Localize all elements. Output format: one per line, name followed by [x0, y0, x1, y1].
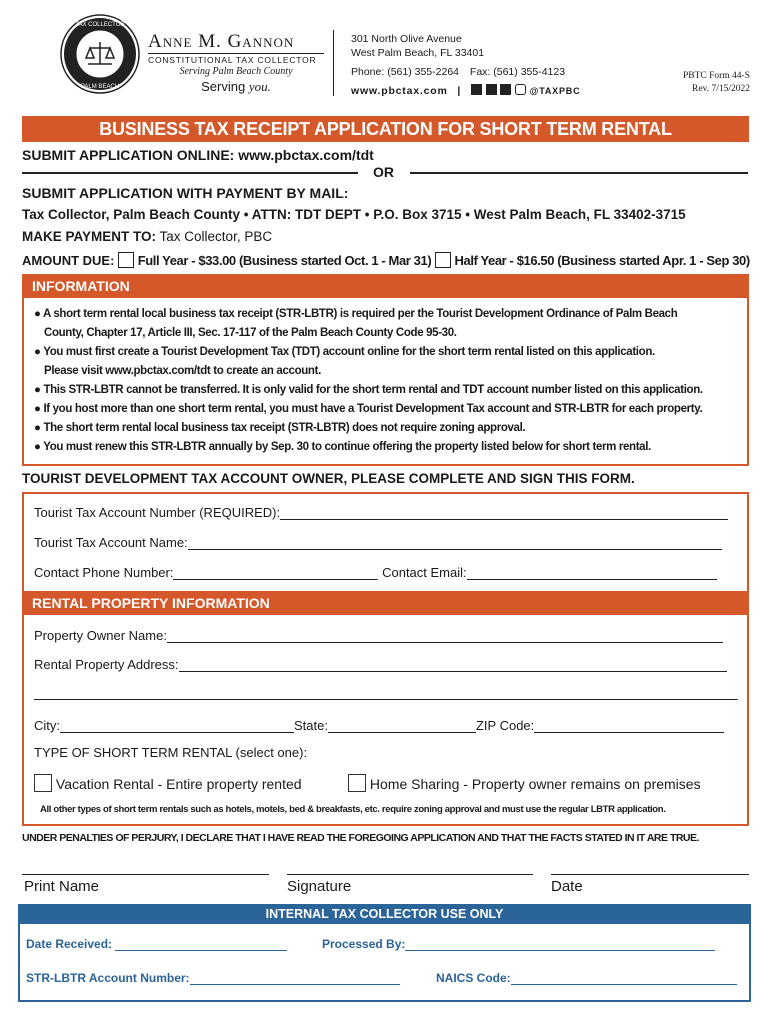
svg-text:TAX COLLECTOR: TAX COLLECTOR: [75, 22, 125, 28]
info-item: ● The short term rental local business tax receipt (STR-LBTR) does not require zoning approval.: [34, 422, 526, 434]
info-item: County, Chapter 17, Article III, Sec. 17-117 of the Palm Beach County Code 95-30.: [44, 327, 457, 339]
address-line[interactable]: [179, 657, 727, 672]
header-divider: [333, 30, 334, 96]
home-sharing-label: Home Sharing - Property owner remains on premises: [369, 776, 701, 792]
contact-email-label: Contact Email:: [382, 565, 467, 580]
account-name-field[interactable]: [34, 535, 722, 550]
internal-heading: INTERNAL TAX COLLECTOR USE ONLY: [265, 907, 504, 921]
rental-type-label: TYPE OF SHORT TERM RENTAL (select one):: [34, 745, 308, 760]
social-handle: @TAXPBC: [529, 86, 581, 96]
info-item: ● You must first create a Tourist Development Tax (TDT) account online for the short term rental listed on this application.: [34, 346, 655, 358]
date-line[interactable]: [551, 874, 749, 875]
twitter-icon[interactable]: [500, 84, 511, 95]
vacation-rental-label: Vacation Rental - Entire property rented: [55, 776, 302, 792]
zip-label: ZIP Code:: [475, 718, 535, 733]
date-received-label: Date Received:: [26, 937, 113, 951]
str-number-label: STR-LBTR Account Number:: [26, 971, 190, 985]
city-state-zip-field[interactable]: [34, 718, 724, 733]
vacation-rental-checkbox[interactable]: [34, 774, 52, 792]
owner-heading: TOURIST DEVELOPMENT TAX ACCOUNT OWNER, PLEASE COMPLETE AND SIGN THIS FORM.: [22, 471, 635, 486]
signature-line[interactable]: [287, 874, 533, 875]
naics-line[interactable]: [511, 970, 737, 985]
amount-label: AMOUNT DUE:: [22, 253, 115, 268]
information-heading: INFORMATION: [32, 278, 130, 294]
half-year-checkbox[interactable]: [435, 252, 451, 268]
address-line-2-field[interactable]: [34, 699, 738, 700]
print-name-label: Print Name: [24, 878, 100, 895]
collector-name: Anne M. Gannon: [148, 31, 295, 52]
home-sharing-option[interactable]: [348, 774, 701, 792]
amount-line: [22, 252, 750, 268]
collector-role: CONSTITUTIONAL TAX COLLECTOR: [148, 53, 324, 65]
submit-mail: SUBMIT APPLICATION WITH PAYMENT BY MAIL:: [22, 185, 349, 201]
owner-name-line[interactable]: [167, 628, 723, 643]
serving-county: Serving Palm Beach County: [179, 66, 293, 77]
processed-by-label: Processed By:: [322, 937, 406, 951]
half-year-label: Half Year - $16.50 (Business started Apr. 1 - Sep 30): [454, 253, 750, 268]
payment-label: MAKE PAYMENT TO:: [22, 229, 157, 244]
svg-text:PALM BEACH: PALM BEACH: [80, 84, 120, 90]
owner-name-field[interactable]: [34, 628, 723, 643]
contact-phone-line[interactable]: [173, 565, 378, 580]
or-divider-left: [22, 172, 358, 174]
fax-number: Fax: (561) 355-4123: [469, 66, 566, 78]
str-number-line[interactable]: [190, 970, 400, 985]
rental-heading: RENTAL PROPERTY INFORMATION: [32, 595, 270, 611]
vacation-rental-option[interactable]: [34, 774, 302, 792]
account-name-line[interactable]: [188, 535, 722, 550]
perjury-statement: UNDER PENALTIES OF PERJURY, I DECLARE THAT I HAVE READ THE FOREGOING APPLICATION AND THAT THE FACTS STATED IN IT ARE TRUE.: [22, 832, 699, 844]
address-line-2: West Palm Beach, FL 33401: [351, 47, 485, 59]
print-name-line[interactable]: [22, 874, 269, 875]
contact-phone-label: Contact Phone Number:: [34, 565, 174, 580]
form-id: PBTC Form 44-S: [682, 71, 750, 81]
naics-field[interactable]: [436, 970, 737, 985]
account-number-label: Tourist Tax Account Number (REQUIRED):: [34, 505, 281, 520]
serving-you: you.: [248, 79, 271, 94]
date-received-field[interactable]: [26, 936, 287, 951]
form-revision: Rev. 7/15/2022: [692, 84, 750, 94]
serving-you-tagline: [148, 79, 324, 95]
facebook-icon[interactable]: [486, 84, 497, 95]
instagram-icon[interactable]: [515, 84, 526, 95]
address-label: Rental Property Address:: [34, 657, 179, 672]
divider-bar: |: [457, 85, 462, 97]
contact-email-line[interactable]: [467, 565, 717, 580]
info-item: Please visit www.pbctax.com/tdt to create an account.: [44, 365, 321, 377]
str-number-field[interactable]: [26, 970, 400, 985]
form-title: BUSINESS TAX RECEIPT APPLICATION FOR SHORT TERM RENTAL: [99, 119, 672, 139]
rental-note: All other types of short term rentals such as hotels, motels, bed & breakfasts, etc. require zoning approval and must use the regular LBTR application.: [40, 804, 666, 815]
address-line-1: 301 North Olive Avenue: [351, 33, 462, 45]
address-field[interactable]: [34, 657, 727, 672]
account-name-label: Tourist Tax Account Name:: [34, 535, 188, 550]
website-link[interactable]: www.pbctax.com: [351, 85, 448, 97]
info-item: ● This STR-LBTR cannot be transferred. It is only valid for the short term rental and TDT account number listed on this application.: [34, 384, 703, 396]
full-year-checkbox[interactable]: [118, 252, 134, 268]
state-label: State:: [294, 718, 328, 733]
owner-name-label: Property Owner Name:: [34, 628, 167, 643]
phone-number: Phone: (561) 355-2264: [351, 66, 459, 78]
city-label: City:: [34, 718, 60, 733]
mail-address: Tax Collector, Palm Beach County • ATTN: TDT DEPT • P.O. Box 3715 • West Palm Beach, FL 33402-3715: [22, 207, 686, 222]
full-year-label: Full Year - $33.00 (Business started Oct. 1 - Mar 31): [137, 253, 432, 268]
county-seal-logo: [60, 14, 140, 94]
naics-label: NAICS Code:: [436, 971, 511, 985]
zip-line[interactable]: [534, 718, 724, 733]
date-label: Date: [551, 878, 583, 895]
info-item: ● You must renew this STR-LBTR annually by Sep. 30 to continue offering the property listed below for short term rental.: [34, 441, 651, 453]
account-number-line[interactable]: [280, 505, 728, 520]
info-item: ● A short term rental local business tax receipt (STR-LBTR) is required per the Tourist Development Ordinance of Palm Beach: [34, 308, 678, 320]
or-divider-right: [410, 172, 748, 174]
signature-label: Signature: [287, 878, 352, 895]
date-received-line[interactable]: [115, 936, 287, 951]
linkedin-icon[interactable]: [471, 84, 482, 95]
submit-online: SUBMIT APPLICATION ONLINE: www.pbctax.com/tdt: [22, 147, 374, 163]
serving-word: Serving: [201, 79, 246, 94]
information-list: [34, 305, 746, 457]
processed-by-line[interactable]: [405, 936, 715, 951]
or-text: OR: [373, 164, 394, 180]
city-line[interactable]: [60, 718, 294, 733]
contact-field[interactable]: [34, 565, 717, 580]
account-number-field[interactable]: [34, 505, 728, 520]
payment-line: [22, 229, 272, 244]
home-sharing-checkbox[interactable]: [348, 774, 366, 792]
information-heading-bar: [22, 274, 749, 298]
state-line[interactable]: [328, 718, 476, 733]
info-item: ● If you host more than one short term rental, you must have a Tourist Development Tax account and STR-LBTR for each property.: [34, 403, 703, 415]
payment-to: Tax Collector, PBC: [159, 229, 273, 244]
processed-by-field[interactable]: [322, 936, 715, 951]
